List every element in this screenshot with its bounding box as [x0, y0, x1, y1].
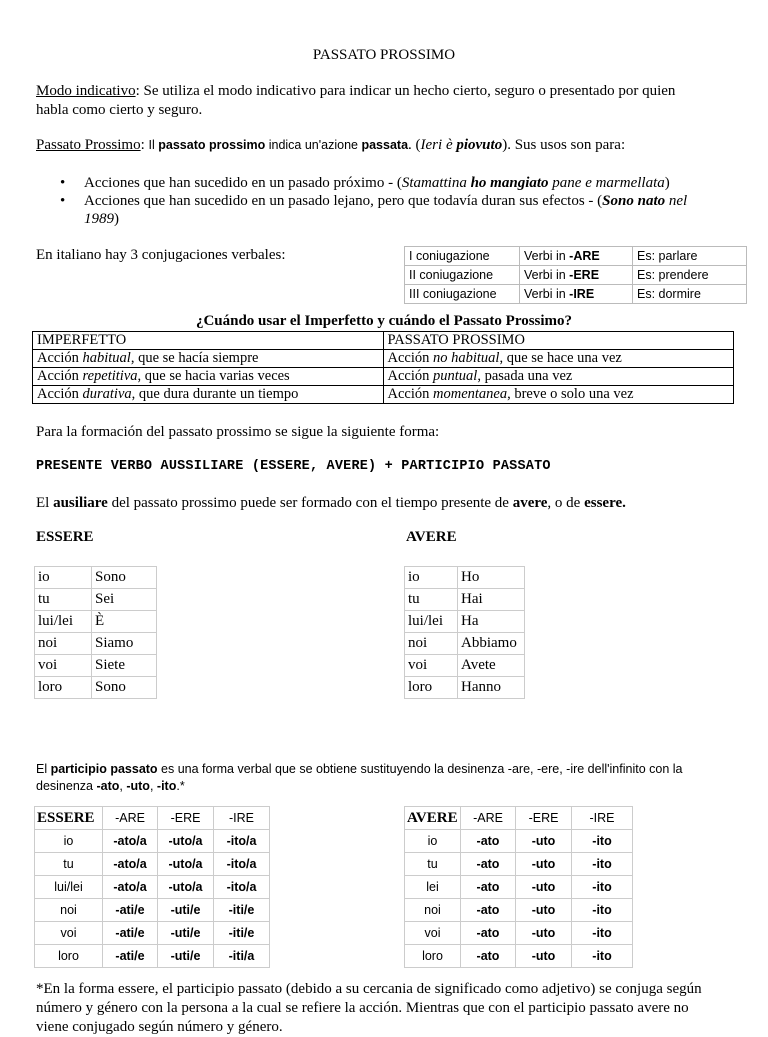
conj-intro — [36, 246, 286, 265]
pp-s5: passata — [361, 138, 409, 152]
essere-form: Sono — [92, 677, 157, 699]
ending-cell: -ato/a — [103, 876, 158, 899]
table-row — [33, 332, 734, 350]
cmp-cell-right-1 — [383, 350, 734, 368]
pronoun-cell: noi — [35, 899, 103, 922]
avere-form: Avete — [458, 655, 525, 677]
part-e: desinenza — [36, 779, 97, 793]
pp-s8: piovuto — [456, 137, 503, 153]
table-row — [405, 633, 525, 655]
table-row — [35, 876, 270, 899]
table-row — [35, 677, 157, 699]
pp-s2: Il — [148, 138, 159, 152]
pronoun-cell: loro — [405, 945, 461, 968]
conj-example-2: Es: prendere — [633, 266, 747, 285]
part-c: es una forma verbal que se obtiene sustituyendo la desinenza -are, -ere, — [157, 762, 567, 776]
cmp-cell-right-2 — [383, 368, 734, 386]
ending-cell: -ato — [461, 830, 516, 853]
essere-pronoun: io — [35, 567, 92, 589]
pp-label: Passato Prossimo — [36, 137, 141, 153]
ending-cell: -ito — [572, 945, 633, 968]
cmp-r2-c: , pasada una vez — [477, 368, 573, 384]
conj-ending-cell-3 — [520, 285, 633, 304]
cmp-l1-b: habitual — [82, 350, 131, 366]
part-essere-header: ESSERE — [35, 807, 103, 830]
formacion-text: Para la formación del passato prossimo se sigue la siguiente forma: — [36, 424, 440, 440]
aus-c: del passato prossimo puede ser formado con el tiempo presente de — [107, 495, 513, 511]
ending-cell: -ito/a — [214, 876, 270, 899]
table-row — [405, 853, 633, 876]
table-row — [405, 611, 525, 633]
cmp-l3-b: durativa — [82, 386, 132, 402]
conj-ending-2: -ERE — [569, 268, 600, 282]
ending-cell: -ato/a — [103, 853, 158, 876]
conj-example-3: Es: dormire — [633, 285, 747, 304]
pronoun-cell: io — [35, 830, 103, 853]
cmp-cell-left-2 — [33, 368, 384, 386]
pronoun-cell: voi — [405, 922, 461, 945]
table-row — [35, 655, 157, 677]
part-essere-header: -ERE — [158, 807, 214, 830]
comparison-title-text: ¿Cuándo usar el Imperfetto y cuándo el Passato Prossimo? — [195, 313, 573, 329]
table-row — [405, 247, 747, 266]
table-row — [405, 807, 633, 830]
cmp-l3-c: , que dura durante un tiempo — [131, 386, 299, 402]
essere-heading — [36, 529, 94, 546]
essere-form: Siamo — [92, 633, 157, 655]
uses-list — [36, 174, 736, 228]
pronoun-cell: voi — [35, 922, 103, 945]
essere-table — [34, 566, 157, 699]
ending-cell: -uti/e — [158, 899, 214, 922]
footnote-line-2: número y género con la persona a la cual se refiere la acción. Mientras que con el participio passato avere no — [36, 1000, 689, 1016]
table-row — [405, 567, 525, 589]
aus-d: avere — [512, 495, 548, 511]
avere-heading — [406, 529, 457, 546]
ending-cell: -uto — [516, 945, 572, 968]
formacion-paragraph — [36, 423, 439, 442]
footnote-paragraph — [36, 980, 756, 1037]
cmp-l3-a: Acción — [37, 386, 83, 402]
formula-text: PRESENTE VERBO AUSSILIARE (ESSERE, AVERE) + PARTICIPIO PASSATO — [36, 459, 551, 474]
ending-cell: -uto — [516, 853, 572, 876]
part-essere-header: -IRE — [214, 807, 270, 830]
ending-cell: -uto/a — [158, 830, 214, 853]
use-2-d: 1989 — [84, 211, 114, 227]
ending-cell: -ati/e — [103, 945, 158, 968]
cmp-r1-c: , que se hace una vez — [499, 350, 622, 366]
avere-form: Ho — [458, 567, 525, 589]
use-1-d: pane e marmellata — [548, 175, 665, 191]
ending-cell: -uti/e — [158, 922, 214, 945]
modo-indicativo-text-2: habla como cierto y seguro. — [36, 102, 203, 118]
comparison-table — [32, 331, 734, 404]
pronoun-cell: noi — [405, 899, 461, 922]
table-row — [33, 368, 734, 386]
table-row — [405, 945, 633, 968]
ending-cell: -uti/e — [158, 945, 214, 968]
table-row — [35, 611, 157, 633]
essere-pronoun: loro — [35, 677, 92, 699]
ending-cell: -uto/a — [158, 853, 214, 876]
avere-form: Abbiamo — [458, 633, 525, 655]
cmp-r2-b: puntual — [433, 368, 478, 384]
pronoun-cell: lei — [405, 876, 461, 899]
list-item — [36, 174, 736, 192]
participio-avere-table — [404, 806, 633, 968]
essere-pronoun: tu — [35, 589, 92, 611]
cmp-l1-a: Acción — [37, 350, 83, 366]
cmp-r3-c: , breve o solo una vez — [507, 386, 634, 402]
avere-pronoun: noi — [405, 633, 458, 655]
cmp-r1-b: no habitual — [433, 350, 500, 366]
ending-cell: -ato — [461, 853, 516, 876]
essere-pronoun: lui/lei — [35, 611, 92, 633]
ending-cell: -iti/a — [214, 945, 270, 968]
table-row — [405, 266, 747, 285]
part-a: El — [36, 762, 51, 776]
cmp-r2-a: Acción — [387, 368, 433, 384]
pronoun-cell: tu — [405, 853, 461, 876]
cmp-header-passato: PASSATO PROSSIMO — [383, 332, 734, 350]
cmp-r1-a: Acción — [387, 350, 433, 366]
ending-cell: -uto — [516, 876, 572, 899]
ending-cell: -iti/e — [214, 922, 270, 945]
avere-table — [404, 566, 525, 699]
cmp-r3-b: momentanea — [433, 386, 508, 402]
modo-indicativo-text: : Se utiliza el modo indicativo para indicar un hecho cierto, seguro o presentado por quien — [135, 83, 676, 99]
part-essere-header: -ARE — [103, 807, 158, 830]
conj-ending-3: -IRE — [569, 287, 595, 301]
table-row — [35, 853, 270, 876]
avere-form: Ha — [458, 611, 525, 633]
aus-f: essere. — [584, 495, 626, 511]
table-row — [35, 945, 270, 968]
use-1-a: Acciones que han sucedido en un pasado próximo - ( — [84, 175, 402, 191]
part-d: -ire dell'infinito con la — [566, 762, 683, 776]
pronoun-cell: lui/lei — [35, 876, 103, 899]
page-title — [0, 47, 768, 64]
avere-title-text: AVERE — [406, 529, 457, 545]
ending-cell: -ato/a — [103, 830, 158, 853]
table-row — [35, 589, 157, 611]
cmp-l2-b: repetitiva — [82, 368, 138, 384]
aus-b: ausiliare — [53, 495, 108, 511]
table-row — [35, 922, 270, 945]
conj-name-3: III coniugazione — [405, 285, 520, 304]
ending-cell: -ati/e — [103, 922, 158, 945]
participio-paragraph — [36, 761, 756, 795]
ending-cell: -ito — [572, 853, 633, 876]
part-avere-header: -ARE — [461, 807, 516, 830]
use-2-e: ) — [114, 211, 119, 227]
use-1-e: ) — [664, 175, 670, 191]
part-k: .* — [176, 779, 185, 793]
essere-form: Sono — [92, 567, 157, 589]
part-h: -uto — [126, 779, 150, 793]
essere-pronoun: noi — [35, 633, 92, 655]
table-row — [35, 567, 157, 589]
table-row — [405, 677, 525, 699]
avere-form: Hanno — [458, 677, 525, 699]
table-row — [405, 876, 633, 899]
ending-cell: -ato — [461, 922, 516, 945]
table-row — [405, 830, 633, 853]
avere-pronoun: lui/lei — [405, 611, 458, 633]
avere-pronoun: tu — [405, 589, 458, 611]
table-row — [405, 655, 525, 677]
pp-s6: . ( — [408, 137, 421, 153]
cmp-header-imperfetto: IMPERFETTO — [33, 332, 384, 350]
table-row — [35, 807, 270, 830]
use-1-c: ho mangiato — [470, 175, 549, 191]
use-2-c: nel — [665, 193, 688, 209]
table-row — [35, 830, 270, 853]
use-2-b: Sono nato — [602, 193, 666, 209]
aus-a: El — [36, 495, 54, 511]
conj-prefix-2: Verbi in — [524, 268, 570, 282]
part-f: -ato — [96, 779, 120, 793]
part-avere-header: -ERE — [516, 807, 572, 830]
conj-prefix-1: Verbi in — [524, 249, 570, 263]
modo-indicativo-paragraph — [36, 82, 736, 120]
essere-form: Sei — [92, 589, 157, 611]
essere-form: Siete — [92, 655, 157, 677]
ending-cell: -ito — [572, 876, 633, 899]
table-row — [405, 589, 525, 611]
table-row — [33, 386, 734, 404]
table-row — [405, 922, 633, 945]
pp-s3: passato prossimo — [158, 138, 266, 152]
cmp-l2-a: Acción — [37, 368, 83, 384]
avere-pronoun: voi — [405, 655, 458, 677]
ending-cell: -uto — [516, 899, 572, 922]
avere-form: Hai — [458, 589, 525, 611]
table-row — [33, 350, 734, 368]
avere-pronoun: loro — [405, 677, 458, 699]
table-row — [405, 285, 747, 304]
use-1-b: Stamattina — [401, 175, 471, 191]
cmp-cell-left-1 — [33, 350, 384, 368]
ending-cell: -ito — [572, 830, 633, 853]
ending-cell: -ito/a — [214, 853, 270, 876]
ending-cell: -ito — [572, 922, 633, 945]
pronoun-cell: loro — [35, 945, 103, 968]
title-text: PASSATO PROSSIMO — [312, 47, 456, 63]
conj-name-2: II coniugazione — [405, 266, 520, 285]
passato-prossimo-paragraph — [36, 136, 756, 155]
ending-cell: -ato — [461, 945, 516, 968]
part-b: participio passato — [50, 762, 158, 776]
conj-ending-cell-2 — [520, 266, 633, 285]
avere-pronoun: io — [405, 567, 458, 589]
footnote-line-3: viene conjugado según número y género. — [36, 1019, 283, 1035]
part-i: , — [149, 779, 157, 793]
table-row — [35, 633, 157, 655]
essere-title-text: ESSERE — [36, 529, 94, 545]
pp-s9: ). Sus usos son para: — [502, 137, 626, 153]
ending-cell: -ito — [572, 899, 633, 922]
modo-indicativo-label: Modo indicativo — [36, 83, 136, 99]
part-avere-header: AVERE — [405, 807, 461, 830]
conj-prefix-3: Verbi in — [524, 287, 570, 301]
ending-cell: -ato — [461, 876, 516, 899]
conjugation-table — [404, 246, 747, 304]
pp-s4: indica un'azione — [265, 138, 362, 152]
essere-form: È — [92, 611, 157, 633]
conj-ending-cell-1 — [520, 247, 633, 266]
ending-cell: -ato — [461, 899, 516, 922]
essere-pronoun: voi — [35, 655, 92, 677]
formula — [36, 459, 551, 474]
cmp-l2-c: , que se hacia varias veces — [137, 368, 290, 384]
pronoun-cell: io — [405, 830, 461, 853]
comparison-title — [0, 313, 768, 330]
ending-cell: -uto — [516, 830, 572, 853]
ending-cell: -ito/a — [214, 830, 270, 853]
participio-essere-table — [34, 806, 270, 968]
conj-intro-text: En italiano hay 3 conjugaciones verbales: — [36, 247, 286, 263]
ending-cell: -iti/e — [214, 899, 270, 922]
cmp-cell-right-3 — [383, 386, 734, 404]
use-2-a: Acciones que han sucedido en un pasado lejano, pero que todavía duran sus efectos - ( — [84, 193, 603, 209]
aus-e: , o de — [547, 495, 585, 511]
ausiliare-paragraph — [36, 494, 626, 513]
list-item — [36, 192, 736, 228]
ending-cell: -ati/e — [103, 899, 158, 922]
table-row — [35, 899, 270, 922]
pp-s7: Ieri è — [420, 137, 457, 153]
part-j: -ito — [156, 779, 177, 793]
cmp-r3-a: Acción — [387, 386, 433, 402]
pp-s1: : — [140, 137, 149, 153]
table-row — [405, 899, 633, 922]
ending-cell: -uto — [516, 922, 572, 945]
conj-name-1: I coniugazione — [405, 247, 520, 266]
ending-cell: -uto/a — [158, 876, 214, 899]
cmp-l1-c: , que se hacía siempre — [130, 350, 259, 366]
conj-ending-1: -ARE — [569, 249, 600, 263]
part-avere-header: -IRE — [572, 807, 633, 830]
pronoun-cell: tu — [35, 853, 103, 876]
cmp-cell-left-3 — [33, 386, 384, 404]
footnote-line-1: *En la forma essere, el participio passato (debido a su cercania de significado como adjetivo) se conjuga según — [36, 981, 702, 997]
conj-example-1: Es: parlare — [633, 247, 747, 266]
part-g: , — [119, 779, 127, 793]
